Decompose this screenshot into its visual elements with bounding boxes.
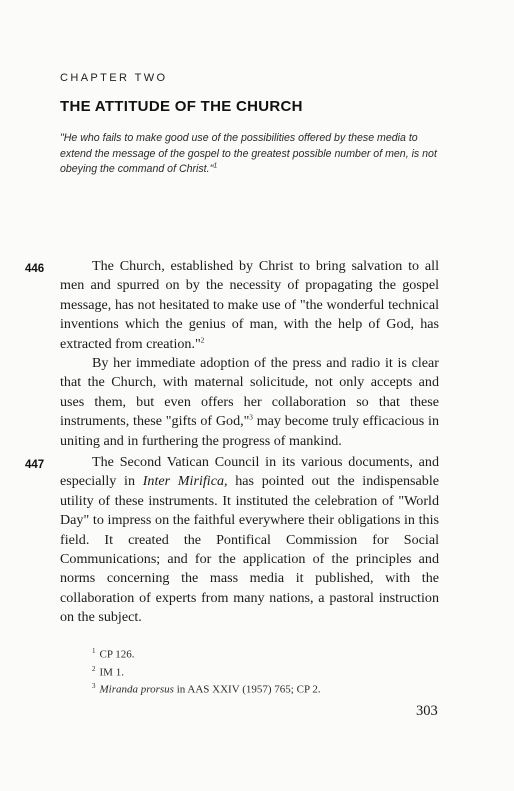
footnotes [92, 644, 321, 697]
paragraph-text: The Second Vatican Council in its various documents, and especially in [60, 454, 439, 490]
footnote-ref: 3 [249, 413, 253, 422]
chapter-label: CHAPTER TWO [60, 72, 168, 84]
epigraph-text: "He who fails to make good use of the possibilities offered by these media to extend the message of the gospel to the greatest possible number of men, is not obeying the command of Christ." [60, 132, 437, 175]
footnote [92, 644, 321, 662]
footnote-text: IM 1. [99, 666, 124, 679]
paragraph-number-446: 446 [25, 263, 45, 275]
paragraph [60, 453, 439, 628]
paragraph-text: The Church, established by Christ to bring salvation to all men and spurred on by the necessity of propagating the gospel message, has not hesitated to make use of "the wonderful technical inventions which the genius of man, with the help of God, has extracted from creation." [60, 258, 439, 352]
footnote-italic-title: Miranda prorsus [99, 683, 174, 696]
paragraph [60, 354, 439, 451]
section-447-text [60, 453, 439, 628]
footnote-text: CP 126. [99, 648, 135, 661]
footnote [92, 662, 321, 680]
footnote-mark: 3 [92, 682, 96, 691]
page-number: 303 [416, 703, 438, 719]
paragraph-text-continued: may become truly efficacious in uniting and in furthering the progress of mankind. [60, 413, 440, 449]
footnote-text: in AAS XXIV (1957) 765; CP 2. [176, 683, 321, 696]
footnote [92, 679, 321, 697]
paragraph-number-447: 447 [25, 459, 45, 471]
document-title-italic: Inter Mirifica, [142, 473, 228, 490]
paragraph-text: By her immediate adoption of the press and radio it is clear that the Church, with maternal solicitude, not only accepts and uses them, but even offers her collaboration so that these instruments, these "gifts of God," [60, 355, 439, 430]
epigraph-footnote-ref: 1 [213, 162, 218, 170]
chapter-title: THE ATTITUDE OF THE CHURCH [60, 98, 303, 115]
section-446-text [60, 257, 439, 451]
epigraph-quote [60, 131, 438, 178]
footnote-mark: 1 [92, 647, 96, 655]
footnote-mark: 2 [92, 664, 96, 673]
paragraph-text-continued: has pointed out the indispensable utility of these instruments. It instituted the celebration of "World Day" to impress on the faithful everywhere their obligations in this field. It created the Pontifical Commission for Social Communications; and for the application of the principles and norms concerning the mass media it published, with the collaboration of experts from many nations, a pastoral instruction on the subject. [60, 473, 440, 626]
footnote-ref: 2 [200, 335, 205, 344]
paragraph [60, 257, 439, 354]
